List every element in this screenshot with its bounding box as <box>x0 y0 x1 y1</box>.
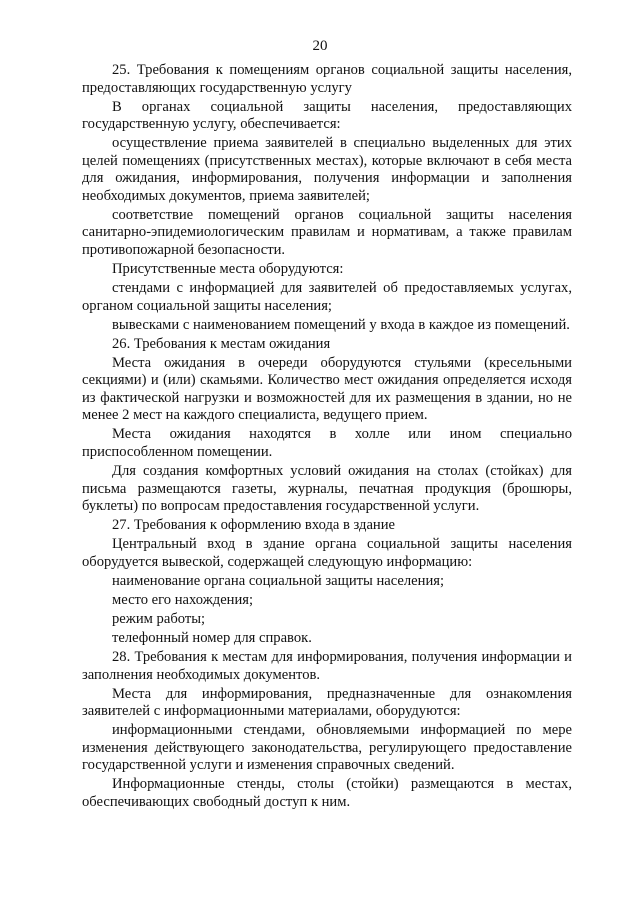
paragraph: Присутственные места оборудуются: <box>112 261 344 278</box>
list-item: место его нахождения; <box>112 591 254 608</box>
list-item: телефонный номер для справок. <box>112 629 312 646</box>
paragraph: Центральный вход в здание органа социальной защиты населения оборудуется вывеской, содержащей следующую информацию: <box>82 536 572 570</box>
section-26-heading: 26. Требования к местам ожидания <box>112 335 331 352</box>
paragraph: осуществление приема заявителей в специально выделенных для этих целей помещениях (присутственных местах), которые включают в себя места для ожидания, информирования, получения информации и заполнения необходимых документов, приема заявителей; <box>82 135 572 204</box>
list-item: наименование органа социальной защиты населения; <box>112 572 445 589</box>
section-27-heading: 27. Требования к оформлению входа в здание <box>112 517 396 534</box>
paragraph: Места ожидания в очереди оборудуются стульями (кресельными секциями) и (или) скамьями. Количество мест ожидания определяется исходя из фактической нагрузки и возможностей для их размещения в здании, но не менее 2 мест на каждого специалиста, ведущего прием. <box>82 354 572 424</box>
paragraph: Информационные стенды, столы (стойки) размещаются в местах, обеспечивающих свободный доступ к ним. <box>82 776 572 810</box>
list-item: режим работы; <box>112 610 206 627</box>
page-number: 20 <box>312 38 328 54</box>
paragraph: Места для информирования, предназначенные для ознакомления заявителей с информационными материалами, оборудуются: <box>82 685 572 720</box>
paragraph: Для создания комфортных условий ожидания на столах (стойках) для письма размещаются газеты, журналы, печатная продукция (брошюры, буклеты) по вопросам предоставления государственной услуги. <box>82 463 572 515</box>
section-28-heading: 28. Требования к местам для информирования, получения информации и заполнения необходимых документов. <box>82 649 572 683</box>
paragraph: вывесками с наименованием помещений у входа в каждое из помещений. <box>112 316 570 333</box>
paragraph: соответствие помещений органов социальной защиты населения санитарно-эпидемиологическим правилам и нормативам, а также правилам противопожарной безопасности. <box>82 206 572 258</box>
paragraph: информационными стендами, обновляемыми информацией по мере изменения действующего законодательства, регулирующего предоставление государственной услуги и изменения справочных сведений. <box>82 722 572 774</box>
paragraph: Места ожидания находятся в холле или ином специально приспособленном помещении. <box>82 426 572 460</box>
document-body <box>82 62 572 811</box>
paragraph: стендами с информацией для заявителей об предоставляемых услугах, органом социальной защиты населения; <box>82 280 572 314</box>
paragraph: В органах социальной защиты населения, предоставляющих государственную услугу, обеспечивается: <box>82 98 572 133</box>
section-25-heading: 25. Требования к помещениям органов социальной защиты населения, предоставляющих государственную услугу <box>82 62 572 96</box>
